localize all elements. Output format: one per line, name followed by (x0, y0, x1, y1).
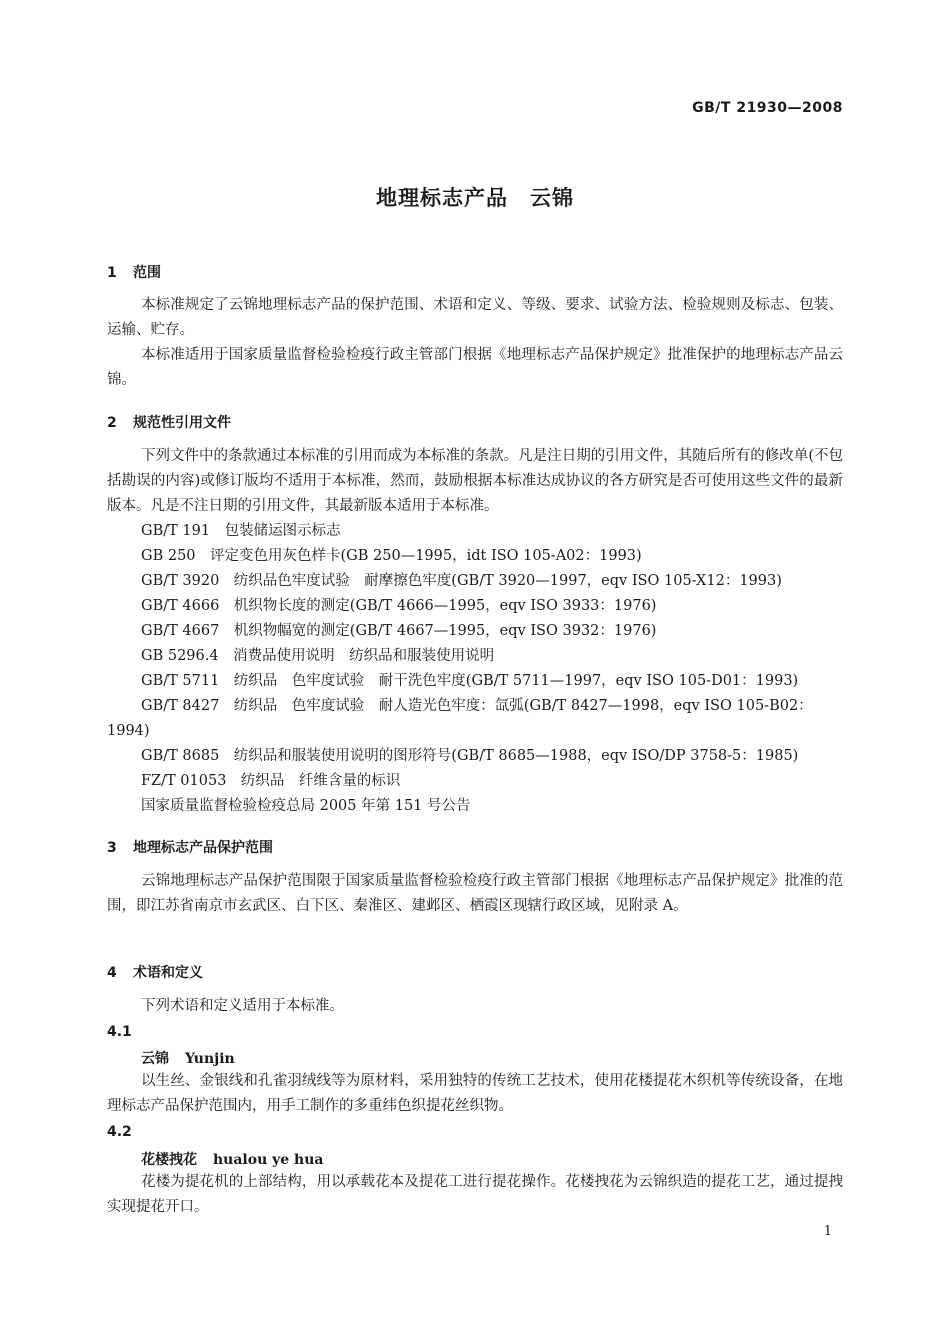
reference-item: 国家质量监督检验检疫总局 2005 年第 151 号公告 (141, 798, 471, 814)
section-4-paragraph-1: 下列术语和定义适用于本标准。 (141, 998, 344, 1014)
term-heading (141, 1048, 235, 1068)
term-english: hualou ye hua (213, 1152, 324, 1168)
reference-item: GB/T 4666 机织物长度的测定(GB/T 4666—1995，eqv ISO 3933：1976) (141, 598, 657, 614)
section-4-heading (107, 962, 203, 982)
section-title: 术语和定义 (133, 965, 203, 981)
section-2-paragraph-1: 下列文件中的条款通过本标准的引用而成为本标准的条款。凡是注日期的引用文件，其随后所有的修改单(不包括勘误的内容)或修订版均不适用于本标准，然而，鼓励根据本标准达成协议的各方研究是否可使用这些文件的最新版本。凡是不注日期的引用文件，其最新版本适用于本标准。 (107, 448, 843, 514)
section-1-heading (107, 262, 161, 282)
reference-item: GB 250 评定变色用灰色样卡(GB 250—1995，idt ISO 105-A02：1993) (141, 548, 642, 564)
term-heading (141, 1149, 323, 1169)
reference-item: GB/T 3920 纺织品色牢度试验 耐摩擦色牢度(GB/T 3920—1997，eqv ISO 105-X12：1993) (141, 573, 782, 589)
section-title: 地理标志产品保护范围 (133, 840, 273, 856)
clause-number: 4.1 (107, 1024, 132, 1040)
term-definition: 以生丝、金银线和孔雀羽绒线等为原材料，采用独特的传统工艺技术，使用花楼提花木织机等传统设备，在地理标志产品保护范围内，用手工制作的多重纬色织提花丝织物。 (107, 1073, 843, 1114)
section-3-heading (107, 837, 273, 857)
reference-item: GB 5296.4 消费品使用说明 纺织品和服装使用说明 (141, 648, 495, 664)
reference-item: FZ/T 01053 纺织品 纤维含量的标识 (141, 773, 401, 789)
section-number: 2 (107, 415, 117, 431)
section-3-paragraph-1: 云锦地理标志产品保护范围限于国家质量监督检验检疫行政主管部门根据《地理标志产品保护规定》批准的范围，即江苏省南京市玄武区、白下区、秦淮区、建邺区、栖霞区现辖行政区域，见附录 A。 (107, 873, 843, 914)
section-1-paragraph-2: 本标准适用于国家质量监督检验检疫行政主管部门根据《地理标志产品保护规定》批准保护的地理标志产品云锦。 (107, 347, 843, 388)
section-number: 3 (107, 840, 117, 856)
section-2-heading (107, 412, 231, 432)
term-chinese: 花楼拽花 (141, 1152, 197, 1168)
section-title: 规范性引用文件 (133, 415, 231, 431)
section-number: 4 (107, 965, 117, 981)
section-number: 1 (107, 265, 117, 281)
reference-item-continuation: 1994) (107, 723, 150, 739)
term-chinese: 云锦 (141, 1051, 169, 1067)
page-number: 1 (823, 1224, 832, 1239)
reference-item: GB/T 8427 纺织品 色牢度试验 耐人造光色牢度：氙弧(GB/T 8427—1998，eqv ISO 105-B02： (141, 698, 813, 714)
reference-item: GB/T 5711 纺织品 色牢度试验 耐干洗色牢度(GB/T 5711—1997，eqv ISO 105-D01：1993) (141, 673, 799, 689)
clause-number: 4.2 (107, 1124, 132, 1140)
standard-number: GB/T 21930—2008 (692, 100, 843, 116)
section-title: 范围 (133, 265, 161, 281)
reference-item: GB/T 8685 纺织品和服装使用说明的图形符号(GB/T 8685—1988，eqv ISO/DP 3758-5：1985) (141, 748, 799, 764)
document-title: 地理标志产品 云锦 (376, 186, 574, 210)
term-english: Yunjin (185, 1051, 235, 1067)
reference-item: GB/T 191 包装储运图示标志 (141, 523, 341, 539)
reference-item: GB/T 4667 机织物幅宽的测定(GB/T 4667—1995，eqv ISO 3932：1976) (141, 623, 657, 639)
section-1-paragraph-1: 本标准规定了云锦地理标志产品的保护范围、术语和定义、等级、要求、试验方法、检验规则及标志、包装、运输、贮存。 (107, 297, 843, 338)
term-definition: 花楼为提花机的上部结构，用以承载花本及提花工进行提花操作。花楼拽花为云锦织造的提花工艺，通过提拽实现提花开口。 (107, 1174, 843, 1215)
